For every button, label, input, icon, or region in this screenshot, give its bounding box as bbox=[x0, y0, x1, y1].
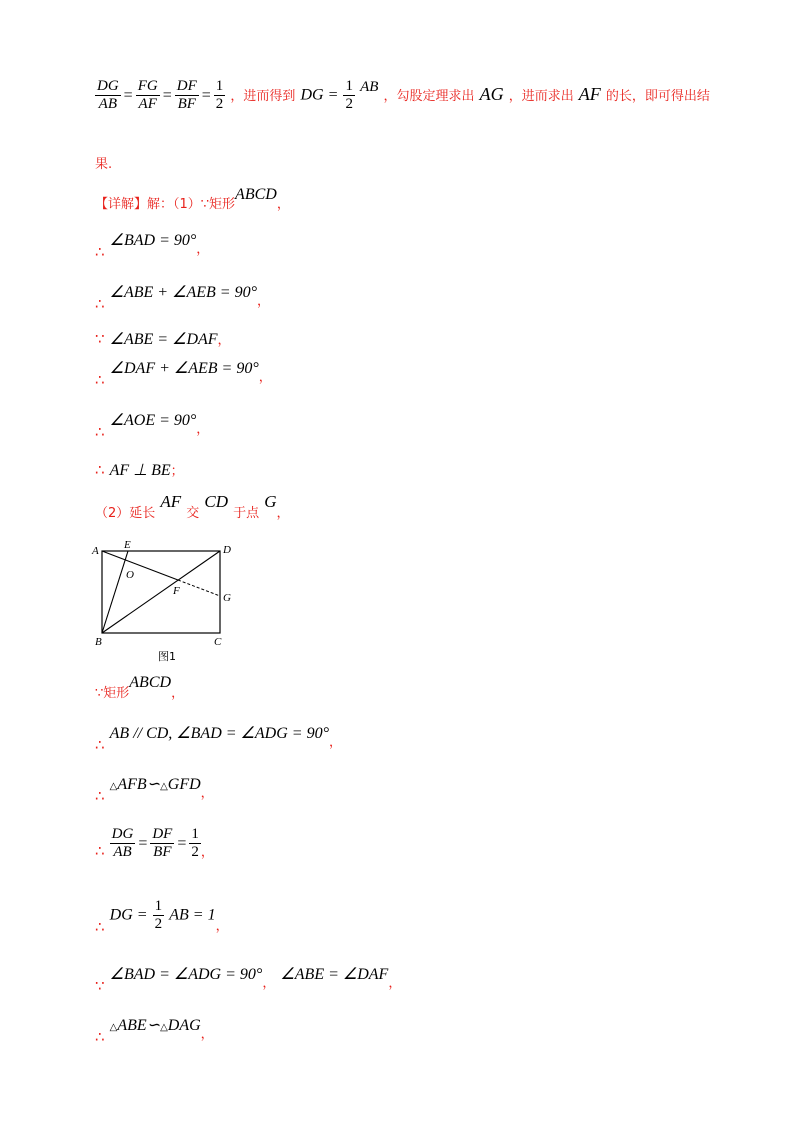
intro-line: $\frac{DG}{AB}$ = $\frac{FG}{AF}$ = $\frac{DF}{BF}$ = $\frac{1}{2}$ ，进而得到 DG = $\frac{1}{2}$ AB ，勾股定理求出 AG ，进而求出 AF 的长，即可得出结 bbox=[97, 78, 710, 112]
fraction: $\frac{1}{2}$ bbox=[345, 78, 353, 112]
punct: ， bbox=[217, 333, 231, 348]
therefore-symbol: ∴ bbox=[95, 423, 105, 441]
math-expr: ∠BAD = ∠ADG = 90° bbox=[109, 966, 263, 983]
therefore-symbol: ∴ bbox=[95, 1028, 105, 1046]
punct: ， bbox=[328, 735, 342, 750]
triangle-icon: △ bbox=[160, 1022, 168, 1033]
punct: ， bbox=[200, 786, 214, 801]
punct: ， bbox=[200, 1027, 214, 1042]
rect-label: ∵矩形 bbox=[95, 686, 130, 701]
fraction: $\frac{1}{2}$ bbox=[215, 78, 224, 112]
step-6 bbox=[95, 460, 184, 480]
math-expr: ∠ABE = ∠DAF bbox=[280, 966, 389, 983]
step-5 bbox=[95, 410, 210, 441]
p2-step-5 bbox=[95, 964, 402, 995]
fraction: $\frac{DG}{AB}$ bbox=[111, 826, 134, 860]
math-expr: AF ⊥ BE bbox=[109, 462, 171, 479]
therefore-symbol: ∴ bbox=[95, 787, 105, 805]
therefore-symbol: ∴ bbox=[95, 736, 105, 754]
intro-text: ，勾股定理求出 bbox=[383, 89, 475, 104]
step-3 bbox=[95, 329, 231, 349]
math-expr: DG = bbox=[300, 86, 339, 104]
punct: ， bbox=[276, 197, 290, 212]
because-symbol: ∵ bbox=[95, 977, 105, 995]
therefore-symbol: ∴ bbox=[95, 243, 105, 261]
label-f: F bbox=[173, 585, 180, 597]
math-expr: ∠DAF + ∠AEB = 90° bbox=[109, 360, 259, 377]
step-1 bbox=[95, 230, 210, 261]
label-g: G bbox=[223, 592, 231, 604]
detail-label: 【详解】解：（1）∵矩形 bbox=[95, 197, 236, 212]
triangle-icon: △ bbox=[109, 781, 118, 792]
label-a: A bbox=[92, 545, 99, 557]
figure-caption: 图1 bbox=[158, 650, 176, 663]
rect-line bbox=[95, 672, 185, 701]
p2-step-4 bbox=[95, 898, 229, 936]
math-expr: AG bbox=[479, 84, 504, 104]
math-expr: ∠AOE = 90° bbox=[109, 412, 197, 429]
step-4 bbox=[95, 358, 272, 389]
therefore-symbol: ∴ bbox=[95, 918, 105, 936]
therefore-symbol: ∴ bbox=[95, 461, 105, 479]
math-expr: ABE∽△DAG bbox=[117, 1017, 201, 1034]
part2-text: 于点 bbox=[233, 506, 260, 521]
intro-continuation: 果. bbox=[95, 157, 113, 172]
math-expr: AFB∽△GFD bbox=[117, 776, 201, 793]
fraction: $\frac{DG}{AB}$ bbox=[97, 78, 119, 112]
punct: ， bbox=[262, 976, 276, 991]
fraction: $\frac{1}{2}$ bbox=[154, 898, 163, 932]
punct: ， bbox=[276, 506, 290, 521]
part2-label: （2）延长 bbox=[95, 506, 156, 521]
math-expr: ∠ABE = ∠DAF bbox=[109, 331, 218, 348]
p2-step-3: ∴ $\frac{DG}{AB}$ = $\frac{DF}{BF}$ = $\frac{1}{2}$ $_,$ bbox=[95, 826, 214, 860]
triangle-icon: △ bbox=[109, 1022, 118, 1033]
segment-bd bbox=[102, 551, 220, 633]
fraction: $\frac{DF}{BF}$ bbox=[152, 826, 173, 860]
punct: ， bbox=[171, 686, 185, 701]
part2-header bbox=[95, 492, 290, 521]
step-2 bbox=[95, 282, 270, 313]
triangle-icon: △ bbox=[160, 781, 168, 792]
part2-text: 交 bbox=[186, 506, 200, 521]
punct: ； bbox=[170, 464, 184, 479]
punct: ， bbox=[215, 919, 229, 934]
because-symbol: ∵ bbox=[95, 330, 105, 348]
math-expr: ABCD bbox=[235, 186, 277, 203]
punct: ， bbox=[200, 845, 214, 860]
therefore-symbol: ∴ bbox=[95, 371, 105, 389]
p2-step-6 bbox=[95, 1015, 214, 1046]
therefore-symbol: ∴ bbox=[95, 295, 105, 313]
math-expr: AB = 1 bbox=[169, 906, 216, 924]
math-expr: ∠ABE + ∠AEB = 90° bbox=[109, 284, 257, 301]
label-e: E bbox=[124, 539, 131, 551]
punct: ， bbox=[196, 422, 210, 437]
math-expr: ABCD bbox=[129, 674, 172, 691]
intro-text: ，进而求出 bbox=[508, 89, 574, 104]
math-expr: AF bbox=[578, 84, 601, 104]
label-d: D bbox=[223, 544, 231, 556]
punct: ， bbox=[196, 242, 210, 257]
label-o: O bbox=[126, 569, 134, 581]
fraction: $\frac{DF}{BF}$ bbox=[176, 78, 197, 112]
segment-fg-dashed bbox=[178, 580, 220, 596]
label-c: C bbox=[214, 636, 222, 648]
punct: ， bbox=[258, 370, 272, 385]
math-expr: G bbox=[264, 492, 277, 511]
math-expr: DG = bbox=[109, 906, 148, 924]
fraction: $\frac{1}{2}$ bbox=[191, 826, 199, 860]
therefore-symbol: ∴ bbox=[95, 842, 105, 860]
math-expr: AB bbox=[360, 79, 379, 95]
intro-text: ，进而得到 bbox=[230, 89, 296, 104]
punct: ， bbox=[388, 976, 402, 991]
punct: ， bbox=[256, 294, 270, 309]
p2-step-1 bbox=[95, 723, 342, 754]
fraction: $\frac{FG}{AF}$ bbox=[137, 78, 158, 112]
p2-step-2 bbox=[95, 774, 214, 805]
intro-text: 的长，即可得出结 bbox=[605, 89, 710, 104]
segment-be bbox=[102, 551, 128, 633]
detail-header bbox=[95, 186, 290, 212]
math-expr: AF bbox=[160, 492, 182, 511]
math-expr: ∠BAD = 90° bbox=[109, 232, 197, 249]
math-expr: AB // CD, ∠BAD = ∠ADG = 90° bbox=[109, 725, 329, 742]
math-expr: CD bbox=[204, 492, 228, 511]
label-b: B bbox=[95, 636, 102, 648]
segment-af bbox=[102, 551, 178, 580]
geometry-figure bbox=[90, 538, 250, 668]
